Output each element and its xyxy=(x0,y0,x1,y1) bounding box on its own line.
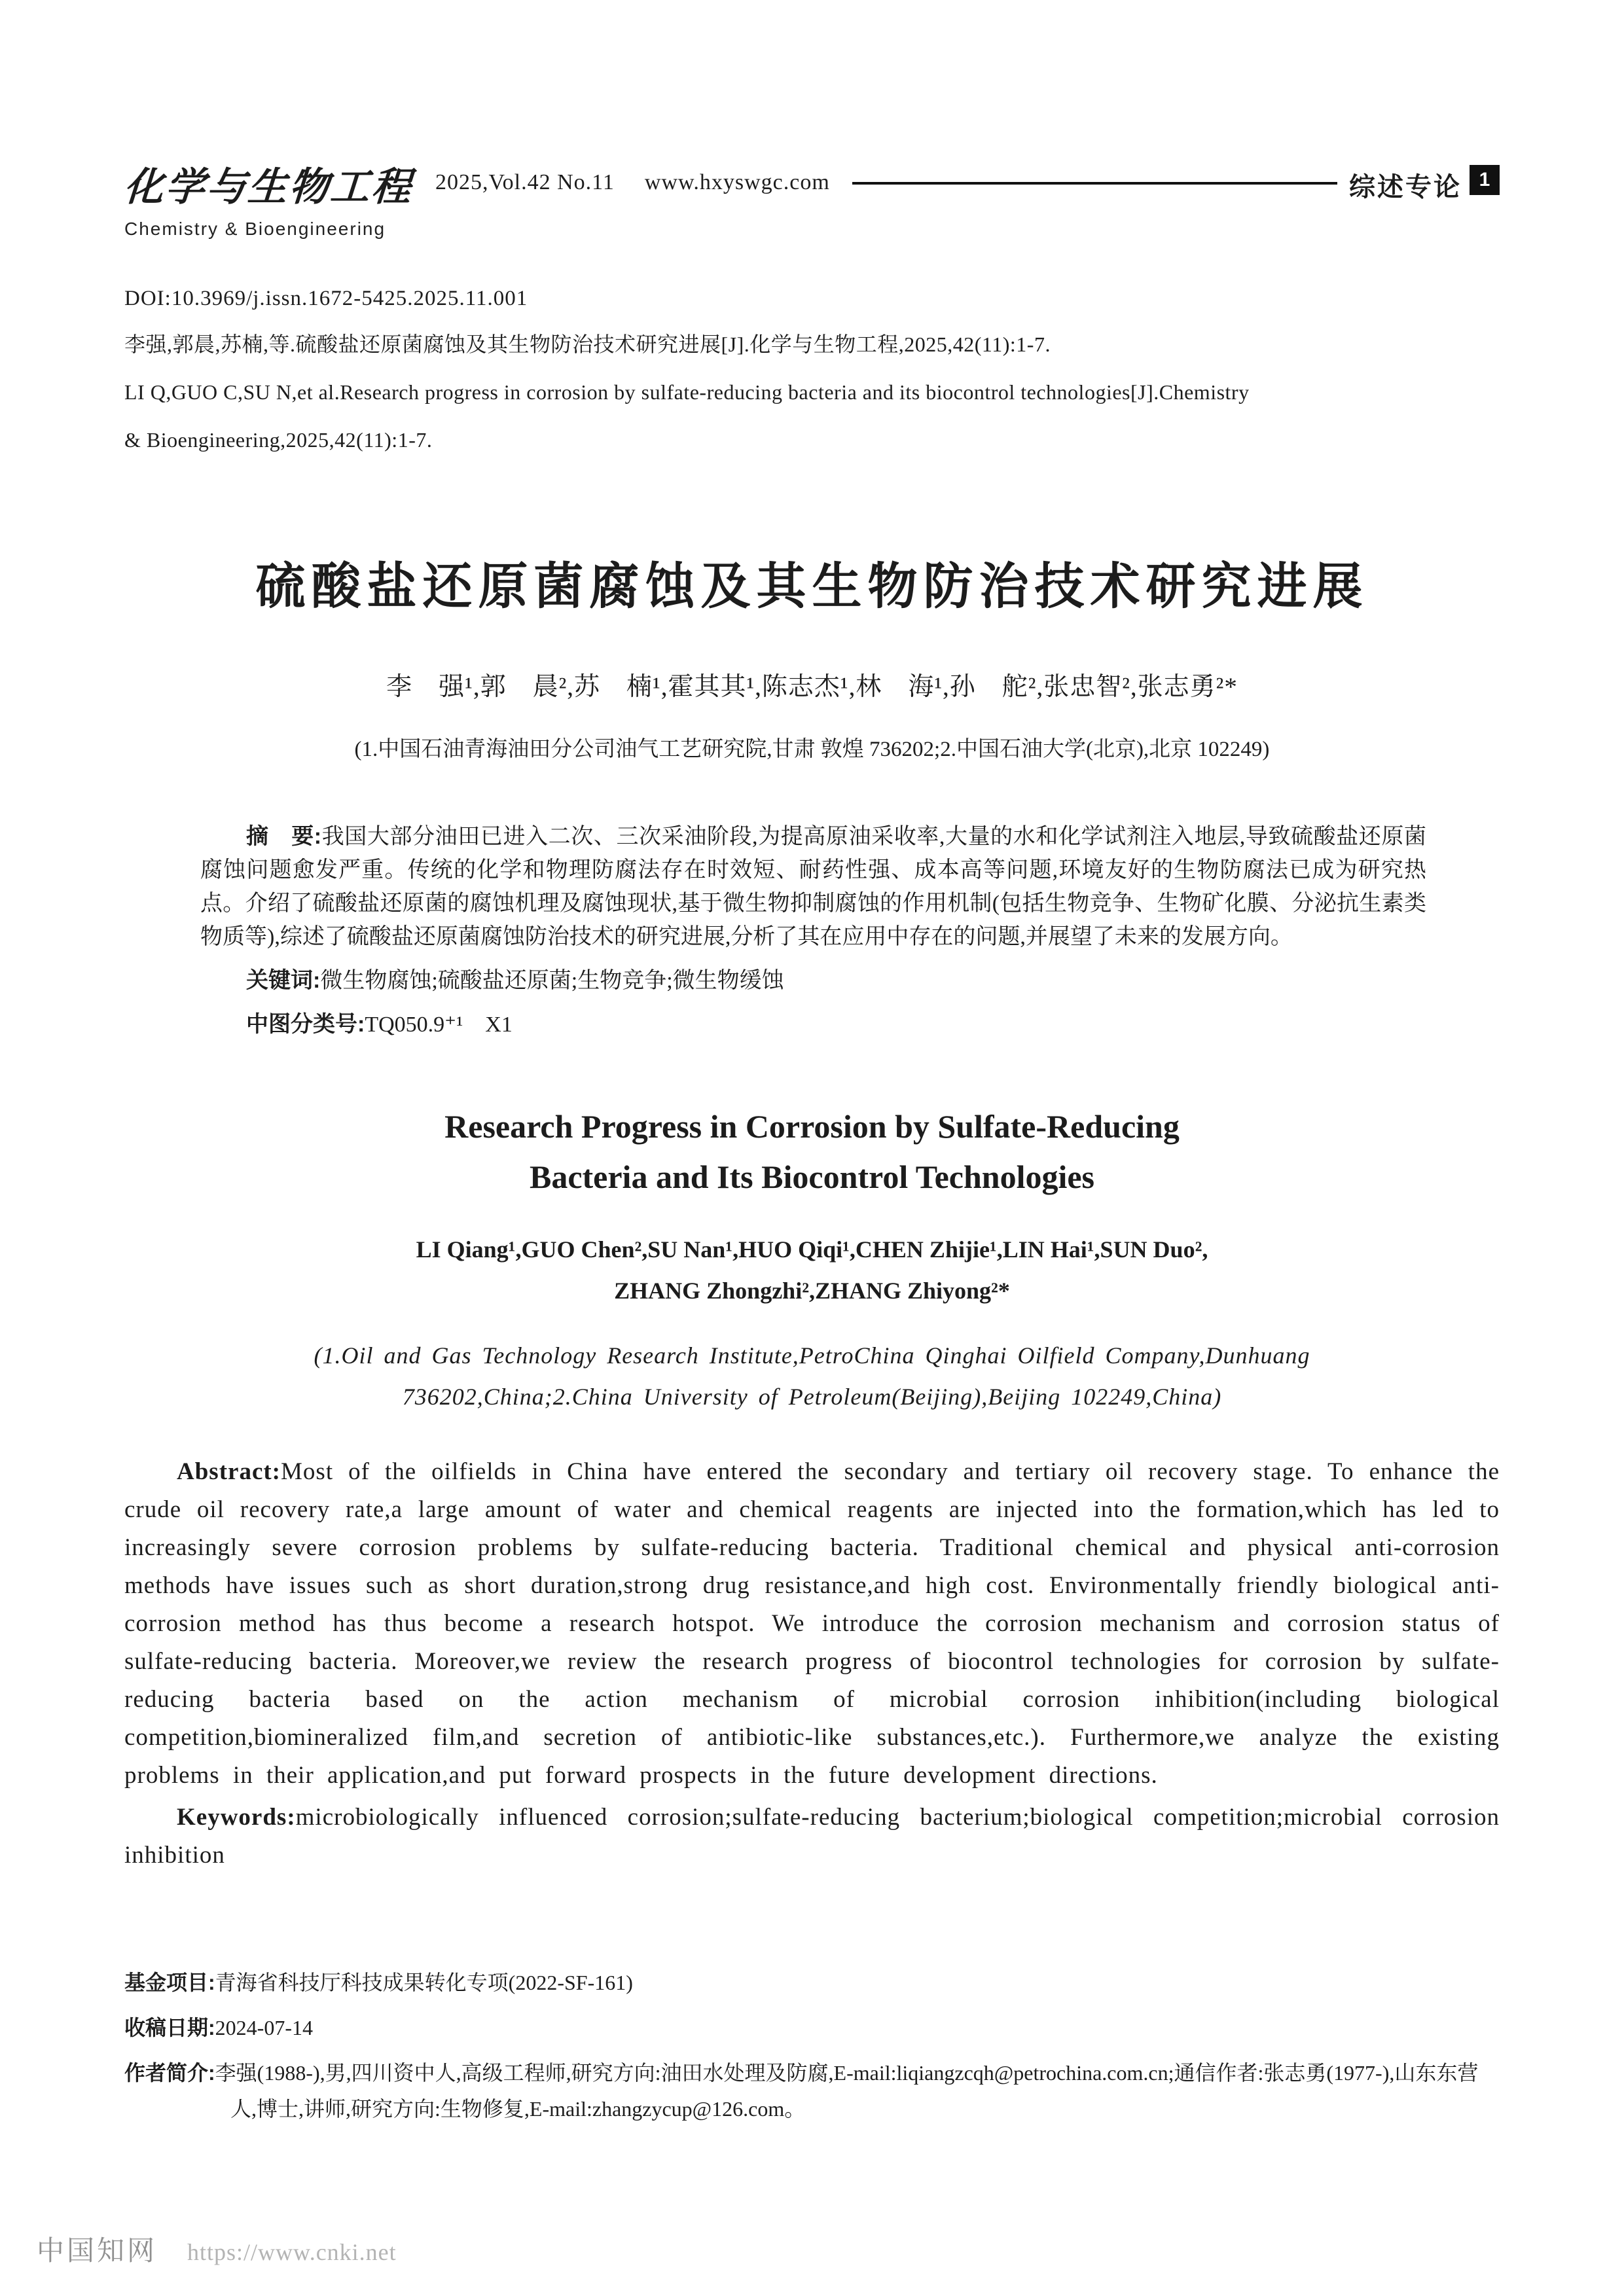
fund-text: 青海省科技厅科技成果转化专项(2022-SF-161) xyxy=(215,1971,633,1994)
abstract-en xyxy=(124,1453,1500,1795)
fund-label: 基金项目: xyxy=(124,1971,215,1994)
clc-line xyxy=(200,1008,1426,1041)
author-bio-text: 李强(1988-),男,四川资中人,高级工程师,研究方向:油田水处理及防腐,E-mail:liqiangzcqh@petrochina.com.cn;通信作者:张志勇(1977-),山东东营人,博士,讲师,研究方向:生物修复,E-mail:zhangzycup@126.com。 xyxy=(215,2061,1479,2121)
keywords-cn xyxy=(200,964,1426,997)
abstract-cn-block xyxy=(200,820,1426,1041)
article-title-en-line2: Bacteria and Its Biocontrol Technologies xyxy=(529,1158,1094,1196)
affiliation-en: (1.Oil and Gas Technology Research Institute,PetroChina Qinghai Oilfield Company,Dunhuang 736202,China;2.China University of Petroleum(Beijing),Beijing 102249,China) xyxy=(314,1342,1310,1410)
citation-cn: 李强,郭晨,苏楠,等.硫酸盐还原菌腐蚀及其生物防治技术研究进展[J].化学与生物工程,2025,42(11):1-7. xyxy=(124,332,1051,356)
authors-cn: 李 强¹,郭 晨²,苏 楠¹,霍其其¹,陈志杰¹,林 海¹,孙 舵²,张忠智²,张志勇²* xyxy=(386,672,1238,701)
issue-info: 2025,Vol.42 No.11 xyxy=(435,170,615,194)
clc-label: 中图分类号: xyxy=(246,1011,365,1037)
authors-en xyxy=(124,1229,1500,1312)
footnotes xyxy=(124,1965,1500,2127)
keywords-label-en: Keywords: xyxy=(177,1804,296,1831)
received-label: 收稿日期: xyxy=(124,2016,215,2040)
received-note xyxy=(124,2010,1500,2046)
journal-name-cn: 化学与生物工程 xyxy=(122,166,414,209)
received-text: 2024-07-14 xyxy=(215,2016,313,2040)
abstract-text-en: Most of the oilfields in China have entered the secondary and tertiary oil recovery stage. To enhance the crude oil recovery rate,a large amount of water and chemical reagents are injected into the formation,which has led to increasingly severe corrosion problems by sulfate-reducing bacteria. Traditional chemical and physical anti-corrosion methods have issues such as short duration,strong drug resistance,and high cost. Environmentally friendly biological anti-corrosion method has thus become a research hotspot. We introduce the corrosion mechanism and corrosion status of sulfate-reducing bacteria. Moreover,we review the research progress of biocontrol technologies for corrosion by sulfate-reducing bacteria based on the action mechanism of microbial corrosion inhibition(including biological competition,biomineralized film,and secretion of antibiotic-like substances,etc.). Furthermore,we analyze the existing problems in their application,and put forward prospects in the future development directions. xyxy=(124,1458,1500,1789)
keywords-text-cn: 微生物腐蚀;硫酸盐还原菌;生物竞争;微生物缓蚀 xyxy=(320,968,784,993)
article-title-en-line1: Research Progress in Corrosion by Sulfate-Reducing xyxy=(444,1107,1180,1145)
column-title: 综述专论 xyxy=(1349,173,1462,202)
keywords-label-cn: 关键词: xyxy=(246,967,321,993)
authors-en-line1: LI Qiang¹,GUO Chen²,SU Nan¹,HUO Qiqi¹,CHEN Zhijie¹,LIN Hai¹,SUN Duo², xyxy=(416,1236,1208,1263)
abstract-label-en: Abstract: xyxy=(177,1458,281,1485)
citation-en-line2: & Bioengineering,2025,42(11):1-7. xyxy=(124,428,433,452)
page-number-badge: 1 xyxy=(1470,165,1500,195)
abstract-text-cn: 我国大部分油田已进入二次、三次采油阶段,为提高原油采收率,大量的水和化学试剂注入地层,导致硫酸盐还原菌腐蚀问题愈发严重。传统的化学和物理防腐法存在时效短、耐药性强、成本高等问题,环境友好的生物防腐法已成为研究热点。介绍了硫酸盐还原菌的腐蚀机理及腐蚀现状,基于微生物抑制腐蚀的作用机制(包括生物竞争、生物矿化膜、分泌抗生素类物质等),综述了硫酸盐还原菌腐蚀防治技术的研究进展,分析了其在应用中存在的问题,并展望了未来的发展方向。 xyxy=(200,824,1426,949)
cnki-url: https://www.cnki.net xyxy=(187,2239,397,2265)
author-bio-label: 作者简介: xyxy=(124,2061,215,2085)
header-divider xyxy=(852,182,1337,185)
fund-note xyxy=(124,1965,1500,2001)
cnki-watermark xyxy=(37,2229,397,2269)
article-title-en xyxy=(124,1102,1500,1203)
affiliation-cn: (1.中国石油青海油田分公司油气工艺研究院,甘肃 敦煌 736202;2.中国石油大学(北京),北京 102249) xyxy=(354,737,1270,761)
cnki-brand: 中国知网 xyxy=(37,2235,158,2266)
abstract-label-cn: 摘 要: xyxy=(246,823,322,849)
journal-logo xyxy=(124,156,413,240)
keywords-en xyxy=(124,1799,1500,1874)
journal-header xyxy=(124,156,1500,240)
journal-website: www.hxyswgc.com xyxy=(644,170,830,194)
abstract-cn xyxy=(200,820,1426,954)
article-title-cn: 硫酸盐还原菌腐蚀及其生物防治技术研究进展 xyxy=(255,558,1369,615)
keywords-text-en: microbiologically influenced corrosion;sulfate-reducing bacterium;biological competition;microbial corrosion inhibition xyxy=(124,1804,1500,1869)
authors-en-line2: ZHANG Zhongzhi²,ZHANG Zhiyong²* xyxy=(614,1277,1010,1304)
journal-name-en: Chemistry & Bioengineering xyxy=(124,219,386,239)
citation-en-line1: LI Q,GUO C,SU N,et al.Research progress in corrosion by sulfate-reducing bacteria and its biocontrol technologies[J].Chemistry xyxy=(124,380,1250,404)
clc-value: TQ050.9⁺¹ X1 xyxy=(365,1012,513,1037)
doi-line: DOI:10.3969/j.issn.1672-5425.2025.11.001 xyxy=(124,287,528,310)
author-bio-note xyxy=(124,2055,1500,2127)
